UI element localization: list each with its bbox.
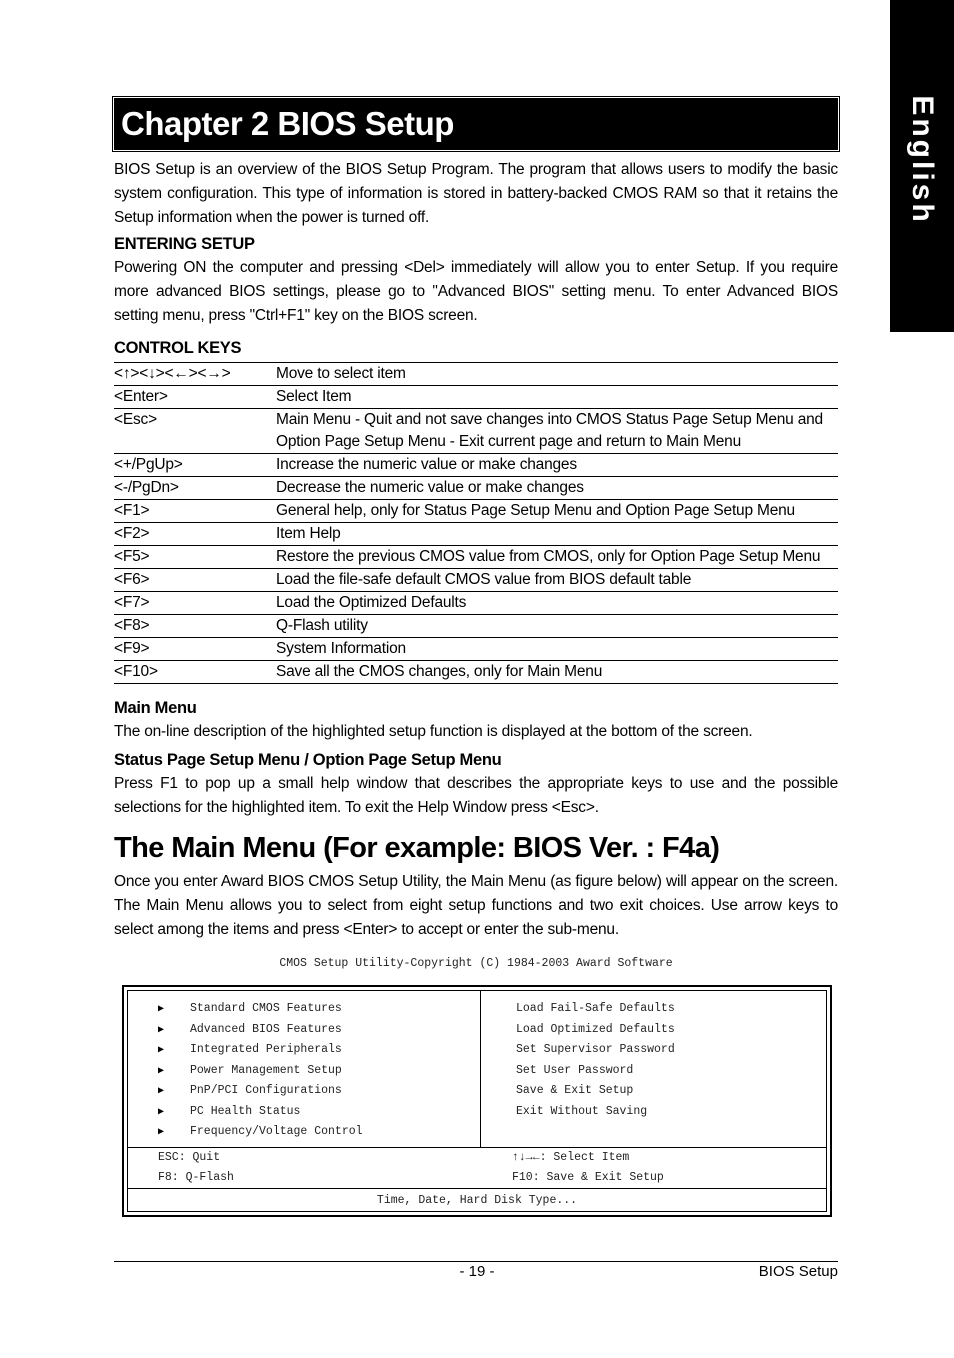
control-key-row xyxy=(114,477,838,500)
control-key-description: Select Item xyxy=(276,386,838,409)
control-key-description: Save all the CMOS changes, only for Main Menu xyxy=(276,661,838,684)
bios-menu-item-label: Standard CMOS Features xyxy=(190,1002,342,1015)
control-key-row xyxy=(114,569,838,592)
control-key-row xyxy=(114,592,838,615)
entering-setup-text: Powering ON the computer and pressing <Del> immediately will allow you to enter Setup. If you require more advanced BIOS settings, please go to "Advanced BIOS" setting menu. To enter Advanced BIOS setting menu, press "Ctrl+F1" key on the BIOS screen. xyxy=(114,259,838,324)
bios-menu-item[interactable]: Set User Password xyxy=(516,1063,634,1077)
control-key-description: Increase the numeric value or make changes xyxy=(276,454,838,477)
control-key-description: Q-Flash utility xyxy=(276,615,838,638)
control-key-name: <↑><↓><←><→> xyxy=(114,363,276,386)
intro-paragraph: BIOS Setup is an overview of the BIOS Setup Program. The program that allows users to modify the basic system configuration. This type of information is stored in battery-backed CMOS RAM so that it retains the Setup information when the power is turned off. xyxy=(114,161,838,226)
control-key-name: <F8> xyxy=(114,615,276,638)
control-key-name: <+/PgUp> xyxy=(114,454,276,477)
control-key-name: <F1> xyxy=(114,500,276,523)
control-key-name: <F2> xyxy=(114,523,276,546)
bios-screen xyxy=(122,985,832,1217)
entering-setup-heading: ENTERING SETUP xyxy=(114,235,255,253)
control-key-row xyxy=(114,661,838,684)
bios-menu-item[interactable] xyxy=(158,1102,363,1123)
status-page-text: Press F1 to pop up a small help window that describes the appropriate keys to use and the possible selections for the highlighted item. To exit the Help Window press <Esc>. xyxy=(114,775,838,816)
bios-menu-item[interactable] xyxy=(158,999,363,1020)
main-menu-section-text: Once you enter Award BIOS CMOS Setup Utility, the Main Menu (as figure below) will appear on the screen. The Main Menu allows you to select from eight setup functions and two exit choices. Use arrow keys to select among the items and press <Enter> to accept or enter the sub-menu. xyxy=(114,873,838,938)
control-key-description: Move to select item xyxy=(276,363,838,386)
main-menu-heading: Main Menu xyxy=(114,699,197,717)
bios-menu-item-label: Advanced BIOS Features xyxy=(190,1022,342,1036)
help-select-item: ↑↓→←: Select Item xyxy=(512,1151,630,1164)
bios-menu-item-label: PnP/PCI Configurations xyxy=(190,1084,342,1097)
control-key-row xyxy=(114,615,838,638)
page-number: - 19 - xyxy=(459,1263,495,1280)
control-keys-table xyxy=(114,362,838,684)
bios-menu-item[interactable] xyxy=(158,1122,363,1143)
control-key-name: <F6> xyxy=(114,569,276,592)
bios-menu-item-label: Integrated Peripherals xyxy=(190,1043,342,1056)
triangle-right-icon: ▶ xyxy=(158,1086,165,1097)
control-key-name: <F7> xyxy=(114,592,276,615)
bios-menu-item-label: Power Management Setup xyxy=(190,1063,342,1077)
triangle-right-icon: ▶ xyxy=(158,1106,165,1118)
bios-menu-item[interactable]: Load Fail-Safe Defaults xyxy=(516,1002,675,1015)
footer-divider xyxy=(114,1261,838,1262)
footer-section-title: BIOS Setup xyxy=(758,1263,838,1280)
chapter-title: Chapter 2 BIOS Setup xyxy=(114,98,838,150)
control-keys-heading: CONTROL KEYS xyxy=(114,339,242,357)
control-key-row xyxy=(114,546,838,569)
control-key-description: Load the Optimized Defaults xyxy=(276,592,838,615)
bios-left-menu xyxy=(158,999,363,1143)
control-key-name: <F5> xyxy=(114,546,276,569)
bios-menu-item[interactable]: Set Supervisor Password xyxy=(516,1043,675,1056)
help-save-exit: F10: Save & Exit Setup xyxy=(512,1171,664,1184)
bios-caption: CMOS Setup Utility-Copyright (C) 1984-2003 Award Software xyxy=(279,957,673,970)
control-key-name: <Enter> xyxy=(114,386,276,409)
language-tab xyxy=(890,0,954,332)
status-page-heading: Status Page Setup Menu / Option Page Setup Menu xyxy=(114,751,502,769)
bios-menu-item[interactable] xyxy=(158,1061,363,1082)
control-key-description: Main Menu - Quit and not save changes into CMOS Status Page Setup Menu and Option Page Setup Menu - Exit current page and return to Main Menu xyxy=(276,409,838,454)
control-key-row xyxy=(114,409,838,454)
triangle-right-icon: ▶ xyxy=(158,1127,165,1138)
bios-column-divider xyxy=(480,991,481,1147)
control-key-description: System Information xyxy=(276,638,838,661)
triangle-right-icon: ▶ xyxy=(158,1045,165,1056)
bios-help-area xyxy=(128,1148,826,1189)
control-key-row xyxy=(114,386,838,409)
help-esc-quit: ESC: Quit xyxy=(158,1151,221,1164)
control-key-description: Decrease the numeric value or make changes xyxy=(276,477,838,500)
main-menu-section-heading: The Main Menu (For example: BIOS Ver. : F4a) xyxy=(114,832,720,864)
control-key-row xyxy=(114,454,838,477)
bios-menu-item[interactable]: Exit Without Saving xyxy=(516,1104,648,1118)
bios-right-menu xyxy=(516,999,675,1122)
control-key-row xyxy=(114,500,838,523)
control-key-row xyxy=(114,523,838,546)
bios-menu-item-label: Frequency/Voltage Control xyxy=(190,1125,363,1138)
bios-menu-area xyxy=(128,991,826,1148)
help-q-flash: F8: Q-Flash xyxy=(158,1171,234,1184)
bios-menu-item[interactable] xyxy=(158,1040,363,1061)
control-key-row xyxy=(114,638,838,661)
bios-menu-item[interactable] xyxy=(158,1020,363,1041)
control-key-row xyxy=(114,363,838,386)
bios-screen-frame xyxy=(127,990,827,1212)
language-tab-label: English xyxy=(906,95,939,225)
page-content xyxy=(114,98,838,972)
control-key-name: <F10> xyxy=(114,661,276,684)
bios-status-line: Time, Date, Hard Disk Type... xyxy=(376,1194,578,1207)
triangle-right-icon: ▶ xyxy=(158,1004,165,1015)
triangle-right-icon: ▶ xyxy=(158,1065,165,1077)
bios-menu-item-label: PC Health Status xyxy=(190,1104,301,1118)
control-key-name: <-/PgDn> xyxy=(114,477,276,500)
control-key-description: Item Help xyxy=(276,523,838,546)
control-key-description: General help, only for Status Page Setup Menu and Option Page Setup Menu xyxy=(276,500,838,523)
control-key-name: <F9> xyxy=(114,638,276,661)
control-key-description: Restore the previous CMOS value from CMOS, only for Option Page Setup Menu xyxy=(276,546,838,569)
control-key-name: <Esc> xyxy=(114,409,276,454)
control-key-description: Load the file-safe default CMOS value from BIOS default table xyxy=(276,569,838,592)
bios-menu-item[interactable] xyxy=(158,1081,363,1102)
triangle-right-icon: ▶ xyxy=(158,1024,165,1036)
bios-menu-item[interactable]: Load Optimized Defaults xyxy=(516,1022,675,1036)
main-menu-text: The on-line description of the highlighted setup function is displayed at the bottom of the screen. xyxy=(114,723,753,740)
bios-menu-item[interactable]: Save & Exit Setup xyxy=(516,1084,634,1097)
